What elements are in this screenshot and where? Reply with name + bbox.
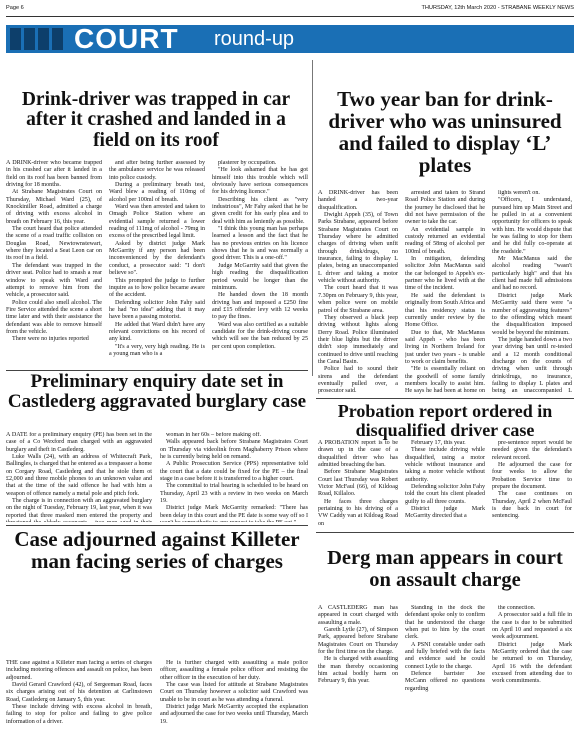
article-column [160,432,308,522]
article-paragraph: Defence barrister Joe McCann offered no questions regarding [405,671,485,692]
article-column [492,605,572,734]
article-paragraph: Defending solicitor John Fahy said he had "no idea" adding that it may have been a passing motorist. [109,299,205,321]
article-paragraph: "He look ashamed that he has got himself into this trouble which will obviously have serious consequences for his driving licence." [212,167,308,196]
article-paragraph: He said the defendant is originally from South Africa and that his residency status is currently under review by the Home Office. [405,292,485,329]
article-paragraph: District judge Mark McGarrity ordered that the case be returned to on Thursday, April 16 with the defendant excused from attending due to work commitments. [492,641,572,685]
article-paragraph: lights weren't on. [498,190,540,196]
article-paragraph: Gareth Lytle (27), of Simpson Park, appeared before Strabane Magistrates Court on Thursday for the first time on the charge. [318,627,398,656]
article-paragraph: The charge is in connection with an aggravated burglary on the night of Tuesday, February 19, last year, when it was reported that three masked men entered the property and [6,498,152,519]
article-paragraph: The case was listed for attitude at Strabane Magistrates Court on Thursday however a solicitor said Crawford was unable to be in court as he was attending a funeral. [160,682,308,703]
article-paragraph: A CASTLEDERG man has appeared in court charged with assaulting a male. [318,605,398,626]
article-paragraph: arrested and taken to Strand Road Police Station and during the journey he disclosed that he did not have permission of the owner to take the car. [405,190,485,226]
article-paragraph: Before Strabane Magistrates Court last Thursday was Robert Victor McFaul (66), of Kildoag Road, Killaloo. [318,469,398,498]
article-paragraph: Due to that, Mr MacManus said Appeh - who has been living in Northern Ireland for just under two years - is unable to work or claim benefits. [405,329,485,365]
article-paragraph: Asked by district judge Mark McGarrity if any person had been inconvenienced by the defendant's conduct, a prosecutor said: "I don't believe so". [109,240,205,277]
article-paragraph: District judge Mark McGarrity accepted the explanation and adjourned the case for two weeks until Thursday, March 19. [160,704,308,725]
article-paragraph: Mr MacManus said the alcohol reading "wasn't particularly high" and that his client had made full admissions and had no record. [492,256,572,292]
article-paragraph: The defendant was trapped in the driver seat. Police had to smash a rear window to speak with Ward and attempt to remove him from the vehicle, a prosecutor said. [6,262,102,299]
article-paragraph: He is charged with assaulting the man thereby occasioning him actual bodily harm on February 9, this year. [318,656,398,685]
article-paragraph: He adjourned the case for four weeks to allow the Probation Service time to prepare the document. [492,462,572,491]
article-paragraph: There were no injuries reported [12,336,89,343]
article-column [318,440,398,530]
page-header [6,4,574,15]
article-paragraph: They observed a black jeep driving without lights along Derry Road. Police illuminated their blue lights but the driver didn't stop immediately and continued to drive until reaching the Canal Basin. [318,314,398,365]
article-paragraph: He handed down the 18 month driving ban and imposed a £250 fine and £15 offender levy with 12 weeks to pay the fines. [212,292,308,321]
article-paragraph: THE case against a Killeter man facing a series of charges including motoring offences and assault on police, has been adjourned. [6,660,152,681]
article-paragraph: "I think this young man has perhaps learned a lesson and the fact that he has no previous entries on his licence shows that he is and was normally a good driver. This is a one-off." [212,226,308,262]
article-paragraph: Walls appeared back before Strabane Magistrates Court on Thursday via videolink from Maghaberry Prison where he is currently being held on remand. [160,439,308,461]
article-column [405,190,485,396]
article-paragraph: Judge McGarrity said that given the high reading the disqualification period would be longer than the minimum. [212,262,308,291]
article-paragraph: February 17, this year. [411,440,466,446]
article-column [318,605,398,734]
article-paragraph: Describing his client as "very industrious", Mr Fahy asked that he be given credit for his early plea and to deal with him as leniently as possible. [212,196,308,225]
article-paragraph: An evidential sample in custody returned an evidential reading of 58mg of alcohol per 100ml of breath. [405,226,485,255]
article-column [109,160,205,365]
article-paragraph: Defending solicitor John Fahy told the court his client pleaded guilty to all three counts. [405,484,485,505]
article-paragraph: plasterer by occupation. [218,160,277,166]
article-paragraph: David Gerard Crawford (42), of Sergeeman Road, faces six charges arising out of his detention at Carlinstown Road, Castlederg on January 5, this year. [6,682,152,703]
article-column [160,660,308,734]
article-paragraph: He added that Ward didn't have any relevant convictions on his record of any kind. [109,321,205,343]
article-paragraph: A DRINK-driver has been handed a two-year disqualification. [318,190,398,211]
article-paragraph: At Strabane Magistrates Court on Thursday, Michael Ward (25), of Knockiniller Road, admitted a charge of driving with excess alcohol in breath on February 16, this year. [6,189,102,225]
article-paragraph: During a preliminary breath test, Ward blew a reading of 110mg of alcohol per 100ml of breath. [109,182,205,203]
article-column [492,190,572,396]
article-paragraph: The judge handed down a two year driving ban until re-tested and a 12 month conditional discharge on the counts of driving when unfit through drink/drugs, no insurance, failing to display L plates and being an unaccompanied L [492,336,572,395]
article-headline: Drink-driver was trapped in car after it crashed and landed in a field on its roof [21,89,291,151]
article-headline: Case adjourned against Killeter man facing series of charges [14,527,300,574]
banner-block [24,28,35,50]
banner-block [52,28,63,50]
article-paragraph: He faces three charges pertaining to his driving of a VW Caddy van at Kildoag Road on [318,498,398,527]
article-rule [316,532,574,533]
article-paragraph: pre-sentence report would be needed given the defendant's relevant record. [492,440,572,461]
article-paragraph: A DRINK-driver who became trapped in his crashed car after it landed in a field on its roof has been banned from driving for 18 months. [6,160,102,189]
article-rule [6,525,308,526]
article-paragraph: These include driving with excess alcohol in breath, failing to stop for police and failing to give police information of a driver. [6,704,152,725]
article-paragraph: District judge Mark McGarrity said there were "a number of aggravating features" to the offending which meant the disqualification imposed would be beyond the minimum. [492,292,572,336]
banner-block [38,28,49,50]
article-rule [316,398,574,399]
article-column [492,440,572,530]
column-divider [312,60,313,376]
article-paragraph: This prompted the judge to further inquire as to how police became aware of the accident. [109,277,205,299]
article-paragraph: "He is essentially reliant on the goodwill of some family members locally to assist him. He says he had been at home on [405,366,485,395]
article-headline: Derg man appears in court on assault charge [327,547,563,591]
article-paragraph: A prosecutor said a full file in the case is due to be submitted on April 10 and requested a six week adjournment. [492,612,572,641]
page-number: Page 6 [6,5,24,11]
article-paragraph: The court heard that police attended the scene of a road traffic collision on Douglas Road, Newtownstewart, where they located a Seat Leon car on its roof in a field. [6,226,102,262]
article-paragraph: A Public Prosecution Service (PPS) representative told the court that a date could be fixed for the PE – the final stage in a case before it is transferred to a higher court. [160,461,308,483]
article-paragraph: the connection. [498,605,536,611]
article-paragraph: In mitigation, defending solicitor John MacManus said the car belonged to Appeh's ex-partner who he lived with at the time of the incident. [405,256,485,292]
article-paragraph: Ward was then arrested and taken to Omagh Police Station where an evidential sample returned a lower reading of 111mg of alcohol - 79mg in excess of the prescribed legal limit. [109,204,205,240]
article-paragraph: "Officers, I understand, pursued him up Main Street and he pulled in at a convenient opportunity for officers to speak with him. He would dispute that he was failing to stop for them and he did fully co-operate at the roadside." [492,197,572,255]
banner-subtitle: round-up [214,28,295,50]
article-headline: Preliminary enquiry date set in Castlederg aggravated burglary case [7,371,307,412]
article-paragraph: Luke Walls (24), with an address of Whitecraft Park, Ballingles, is charged that he entered as a trespasser a home on Corgary Road, Castlederg and that he stole them ot £2,000 and three mobile phones to an unknown value and that at the time of the said offence he had with him a weapon of offence namely a metal pole and pitch fork. [6,454,152,497]
article-paragraph: Police had to sound their sirens and the defendant eventually pulled over, a prosecutor said. [318,366,398,395]
article-headline: Probation report ordered in disqualified driver case [337,401,553,440]
article-paragraph: The case continues on Thursday, April 2 when McFaul is due back in court for sentencing. [492,491,572,520]
article-paragraph: The court heard that it was 7.30pm on February 9, this year, when police were on mobile patrol of the Strabane area. [318,285,398,314]
section-banner [6,25,574,53]
article-column [6,432,152,522]
article-paragraph: Police could also smell alcohol. The Fire Service attended the scene a short time later and with their assistance the defendant was able to remove himself from the vehicle. [6,299,102,335]
article-paragraph: A PROBATION report is to be drawn up in the case of a disqualified driver who has admitted breaching the ban. [318,440,398,469]
article-paragraph: A PSNI constable under oath and fully briefed with the facts and evidence said he could connect Lytle to the charge. [405,641,485,670]
issue-date: THURSDAY, 12th March 2020 - STRABANE WEEKLY NEWS [421,5,574,11]
article-column [405,440,485,530]
article-paragraph: These include driving while disqualified, using a motor vehicle without insurance and taking a motor vehicle without authority. [405,447,485,483]
article-column [6,660,152,734]
article-paragraph: He is further charged with assaulting a male police officer, assaulting a female police officer and resisting the other officer in the execution of her duty. [160,660,308,681]
article-paragraph: Ward was also certified as a suitable candidate for the drink-driving course which will see the ban reduced by 25 per cent upon completion. [212,321,308,350]
header-rule [6,16,574,17]
article-paragraph: District judge Mark McGarrity remarked: "There has been delay in this court and the PE date is some way off so I [160,505,308,519]
article-paragraph: "It's a very, very high reading. He is a young man who is a [109,343,205,357]
article-paragraph: Dwight Appeh (35), of Town Parks Strabane, appeared before Strabane Magistrates Court on Thursday where he admitted charges of driving when unfit through drink/drugs, no insurance, failing to display L plates, being an unaccompanied L driver and taking a motor vehicle without authority. [318,212,398,285]
banner-title: COURT [74,23,179,54]
article-column [318,190,398,396]
article-headline: Two year ban for drink-driver who was uninsured and failed to display ‘L’ plates [328,87,562,178]
article-paragraph: and after being further assessed by the ambulance service he was released into police custody. [109,160,205,181]
article-column [6,160,102,365]
article-paragraph: District judge Mark McGarrity directed that a [405,506,485,520]
banner-block [10,28,21,50]
article-paragraph: The committal to trial hearing is scheduled to be heard on Thursday, April 23 with a review in two weeks on March 19. [160,483,308,505]
article-paragraph: Standing in the dock the defendant spoke only to confirm that he understood the charge when put to him by the court clerk. [405,605,485,641]
article-paragraph: woman in her 60s – before making off. [166,432,261,438]
article-column [405,605,485,734]
article-paragraph: A DATE for a preliminary enquiry (PE) has been set in the case of a Co Wexford man charged with an aggravated burglary and theft in Castlederg. [6,432,152,453]
article-column [212,160,308,365]
